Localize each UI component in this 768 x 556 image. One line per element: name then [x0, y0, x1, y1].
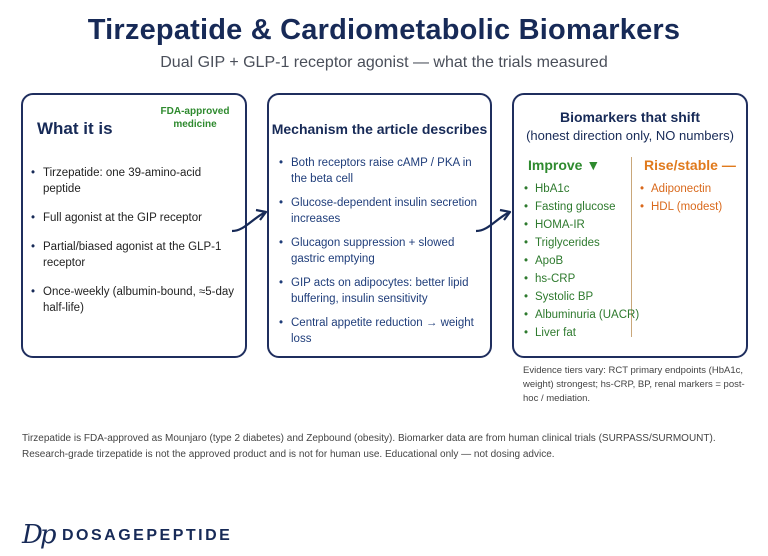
- list-item: • ApoB: [524, 252, 639, 270]
- list-item: • HDL (modest): [640, 198, 722, 216]
- list-item: • Once-weekly (albumin-bound, ≈5-day half-life): [31, 284, 241, 316]
- mechanism-card: [267, 93, 492, 358]
- footer-line-1: Tirzepatide is FDA-approved as Mounjaro (type 2 diabetes) and Zepbound (obesity). Biomarker data are from human clinical trials (SURPASS/SURMOUNT).: [22, 433, 716, 444]
- page-subtitle: Dual GIP + GLP-1 receptor agonist — what the trials measured: [160, 54, 608, 71]
- page-title: Tirzepatide & Cardiometabolic Biomarkers: [87, 14, 681, 46]
- brand-name: DOSAGEPEPTIDE: [62, 527, 233, 544]
- list-item: • Fasting glucose: [524, 198, 639, 216]
- list-item: • HOMA-IR: [524, 216, 639, 234]
- list-item: • Both receptors raise cAMP / PKA in the beta cell: [279, 155, 484, 187]
- list-item: • Glucagon suppression + slowed gastric emptying: [279, 235, 484, 267]
- flow-arrow-1-icon: [230, 205, 270, 235]
- list-item: • hs-CRP: [524, 270, 639, 288]
- mechanism-list: [279, 155, 484, 355]
- list-item: • Adiponectin: [640, 180, 722, 198]
- list-item: • Central appetite reduction → weight loss: [279, 315, 484, 347]
- list-item: • Glucose-dependent insulin secretion increases: [279, 195, 484, 227]
- list-item: • Partial/biased agonist at the GLP-1 receptor: [31, 239, 241, 271]
- biomarkers-heading: Biomarkers that shift: [559, 109, 701, 125]
- footer-line-2: Research-grade tirzepatide is not the approved product and is not for human use. Educational only — not dosing advice.: [22, 449, 555, 460]
- what-it-is-card: [21, 93, 247, 358]
- list-item: • HbA1c: [524, 180, 639, 198]
- what-it-is-list: [31, 165, 241, 329]
- list-item: • Liver fat: [524, 324, 639, 342]
- rise-stable-list: [640, 180, 722, 216]
- list-item: • Tirzepatide: one 39-amino-acid peptide: [31, 165, 241, 197]
- rise-stable-heading: Rise/stable —: [644, 157, 736, 173]
- what-it-is-heading: What it is: [37, 119, 113, 138]
- fda-approved-badge: FDA-approved medicine: [160, 106, 230, 130]
- improve-heading: Improve ▼: [528, 157, 601, 173]
- list-item: • GIP acts on adipocytes: better lipid buffering, insulin sensitivity: [279, 275, 484, 307]
- biomarkers-subheading: (honest direction only, NO numbers): [526, 128, 734, 143]
- improve-list: [524, 180, 639, 342]
- list-item: • Albuminuria (UACR): [524, 306, 639, 324]
- list-item: • Full agonist at the GIP receptor: [31, 210, 241, 226]
- list-item: • Triglycerides: [524, 234, 639, 252]
- evidence-note: Evidence tiers vary: RCT primary endpoints (HbA1c, weight) strongest; hs-CRP, BP, renal markers = post-hoc / mediation.: [523, 365, 745, 404]
- flow-arrow-2-icon: [474, 205, 514, 235]
- mechanism-heading: Mechanism the article describes: [271, 121, 488, 137]
- list-item: • Systolic BP: [524, 288, 639, 306]
- biomarkers-card: [512, 93, 748, 358]
- brand-mark: Dp: [22, 520, 54, 550]
- footer-disclaimer: [22, 431, 752, 463]
